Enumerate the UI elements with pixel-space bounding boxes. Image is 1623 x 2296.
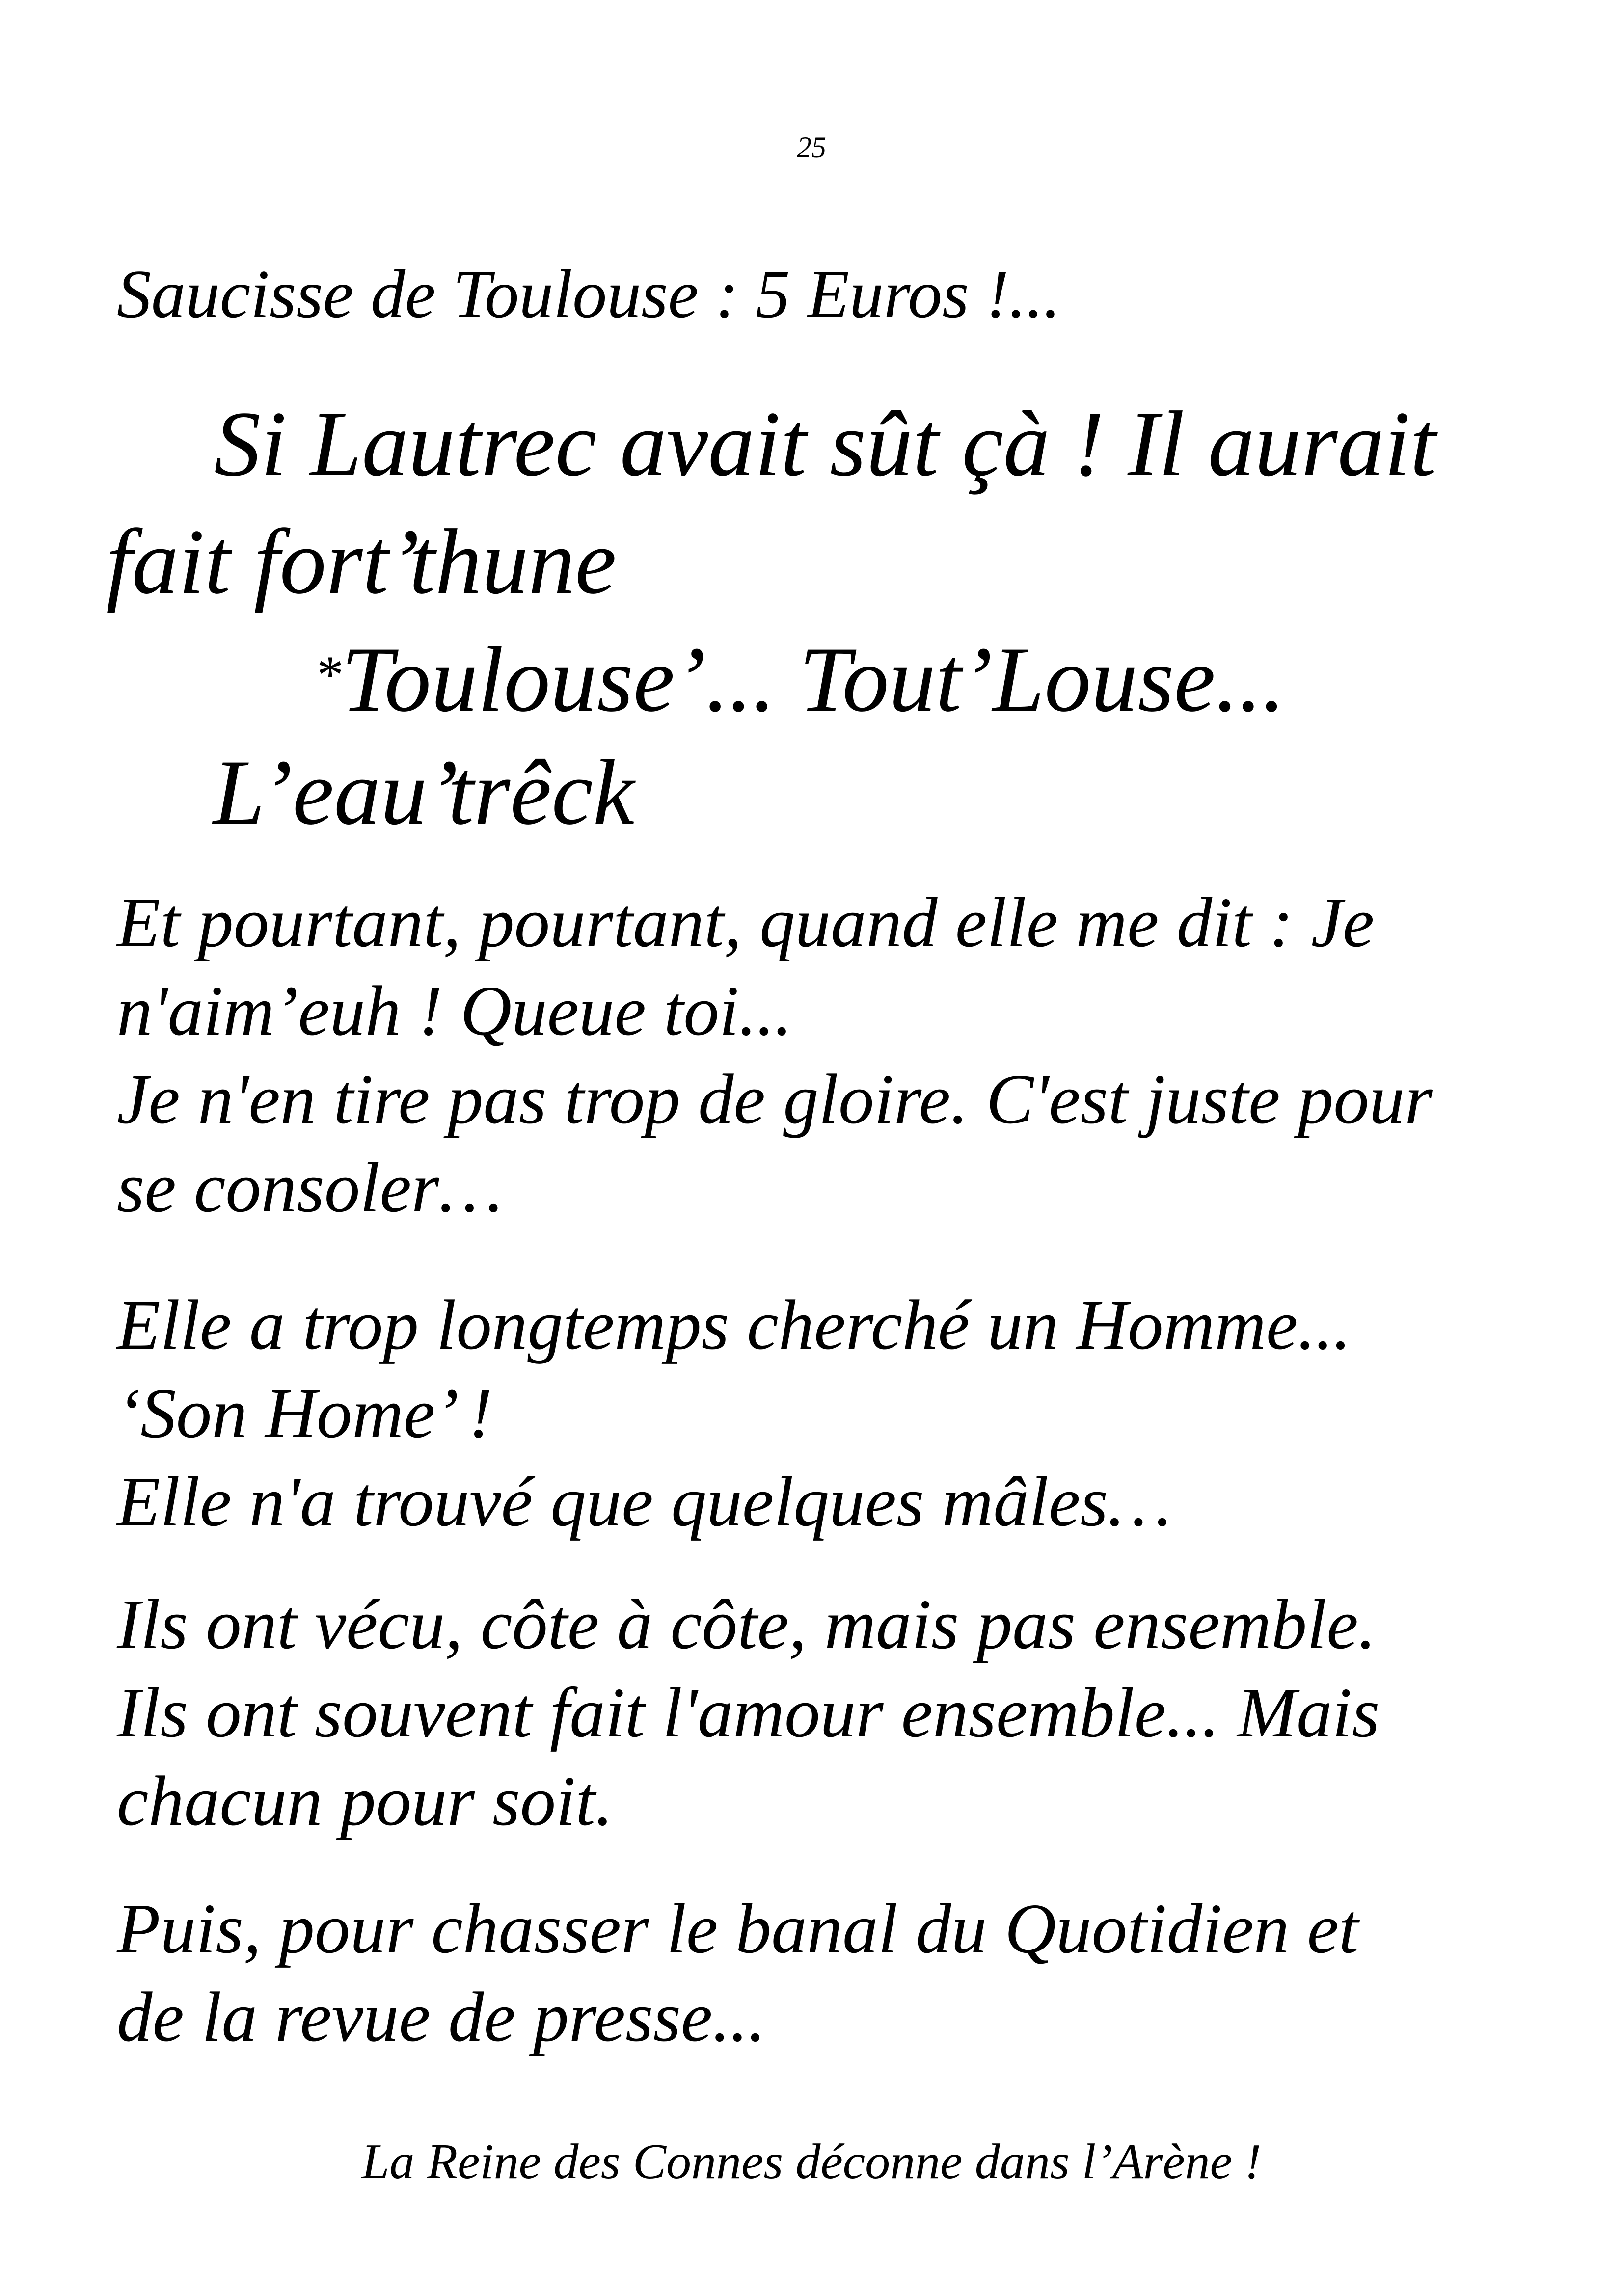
poem-line-1: Si Lautrec avait sût çà ! Il aurait bbox=[214, 393, 1436, 496]
paragraph-line: Elle n'a trouvé que quelques mâles… bbox=[117, 1463, 1171, 1541]
paragraph-4 bbox=[117, 1885, 1580, 2061]
poem-line-2: fait fort’thune bbox=[106, 510, 617, 614]
paragraph-line: ‘Son Home’ ! bbox=[117, 1374, 493, 1453]
paragraph-line: Elle a trop longtemps cherché un Homme... bbox=[117, 1286, 1352, 1364]
paragraph-line: n'aim’euh ! Queue toi... bbox=[117, 972, 792, 1050]
page-number: 25 bbox=[797, 131, 826, 163]
paragraph-3 bbox=[117, 1580, 1580, 1845]
paragraph-line: Ils ont souvent fait l'amour ensemble... Mais bbox=[117, 1674, 1380, 1752]
paragraph-line: chacun pour soit. bbox=[117, 1762, 613, 1841]
paragraph-line: Et pourtant, pourtant, quand elle me dit : Je bbox=[117, 883, 1375, 962]
paragraph-line: Ils ont vécu, côte à côte, mais pas ensemble. bbox=[117, 1585, 1376, 1664]
poem-line-3-text: Toulouse’... Tout’Louse... bbox=[341, 628, 1286, 731]
poem-line-3 bbox=[314, 623, 1285, 736]
footnote-marker: * bbox=[314, 645, 341, 705]
paragraph-line: Je n'en tire pas trop de gloire. C'est juste pour bbox=[117, 1060, 1433, 1139]
poem-line-4: L’eau’trêck bbox=[213, 741, 635, 844]
paragraph-2 bbox=[117, 1281, 1580, 1546]
paragraph-line: Puis, pour chasser le banal du Quotidien et bbox=[117, 1890, 1359, 1968]
closing-line: La Reine des Connes déconne dans l’Arène ! bbox=[361, 2134, 1262, 2189]
paragraph-line: de la revue de presse... bbox=[117, 1978, 766, 2056]
paragraph-line: se consoler… bbox=[117, 1148, 503, 1227]
price-line: Saucisse de Toulouse : 5 Euros !... bbox=[117, 256, 1061, 332]
paragraph-1 bbox=[117, 879, 1580, 1232]
